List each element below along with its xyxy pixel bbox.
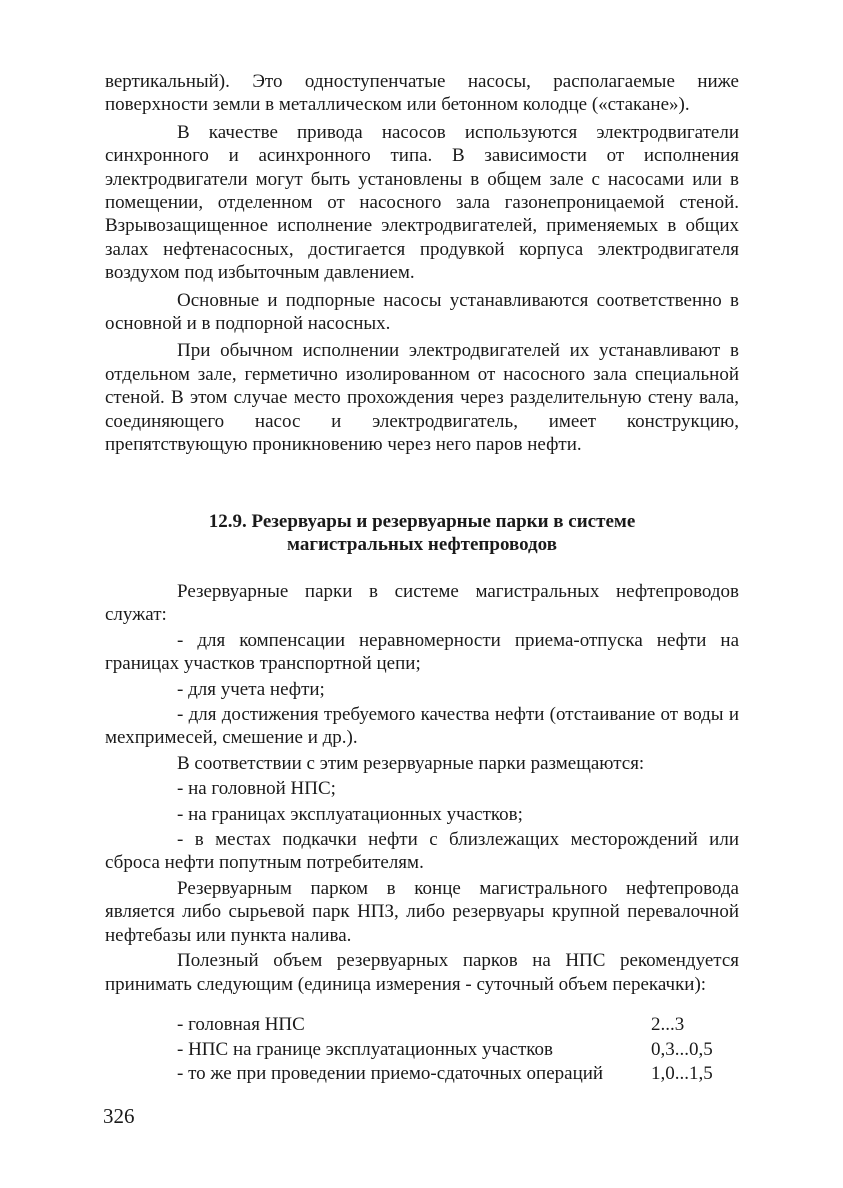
list-item: - на головной НПС;: [177, 778, 336, 800]
list-item: - в местах подкачки нефти с близлежащих месторождений или сброса нефти попутным потребителям.: [105, 829, 739, 874]
list-item: - на границах эксплуатационных участков;: [177, 803, 523, 825]
list-item: - для учета нефти;: [177, 678, 325, 700]
paragraph: Основные и подпорные насосы устанавливаются соответственно в основной и в подпорной насосных.: [105, 289, 739, 335]
text-block-tanks: [105, 580, 739, 996]
volume-label: - то же при проведении приемо-сдаточных операций: [177, 1063, 604, 1084]
heading-line: 12.9. Резервуары и резервуарные парки в системе: [208, 511, 636, 532]
text-block-pumps: [105, 70, 739, 457]
paragraph: В соответствии с этим резервуарные парки размещаются:: [177, 752, 645, 774]
section-heading: [105, 510, 739, 556]
paragraph: В качестве привода насосов используются электродвигатели синхронного и асинхронного типа. В зависимости от исполнения электродвигатели могут быть установлены в общем зале с насосами или в помещении, отделенном от насосного зала газонепроницаемой стеной. Взрывозащищенное исполнение электродвигателей, применяемых в общих залах нефтенасосных, достигается продувкой корпуса электродвигателя воздухом под избыточным давлением.: [105, 121, 739, 284]
list-item: - для достижения требуемого качества нефти (отстаивание от воды и мехпримесей, смешение и др.).: [105, 704, 739, 749]
paragraph: вертикальный). Это одноступенчатые насосы, располагаемые ниже поверхности земли в металлическом или бетонном колодце («стакане»).: [105, 71, 739, 116]
paragraph: При обычном исполнении электродвигателей их устанавливают в отдельном зале, герметично изолированном от насосного зала специальной стеной. В этом случае место прохождения через разделительную стену вала, соединяющего насос и электродвигатель, имеет конструкцию, препятствующую проникновению через него паров нефти.: [105, 340, 739, 456]
volume-value: 0,3...0,5: [651, 1039, 713, 1060]
paragraph: Полезный объем резервуарных парков на НПС рекомендуется принимать следующим (единица измерения - суточный объем перекачки):: [105, 950, 739, 995]
paragraph: Резервуарным парком в конце магистрального нефтепровода является либо сырьевой парк НПЗ, либо резервуары крупной перевалочной нефтебазы или пункта налива.: [105, 877, 739, 946]
volume-label: - головная НПС: [177, 1014, 305, 1035]
volume-value: 1,0...1,5: [651, 1063, 713, 1084]
volume-value: 2...3: [651, 1014, 685, 1035]
paragraph: Резервуарные парки в системе магистральных нефтепроводов служат:: [105, 581, 739, 626]
heading-line: магистральных нефтепроводов: [287, 534, 557, 555]
page-number: 326: [103, 1104, 135, 1128]
volume-label: - НПС на границе эксплуатационных участков: [177, 1039, 554, 1060]
list-item: - для компенсации неравномерности приема-отпуска нефти на границах участков транспортной цепи;: [105, 629, 739, 675]
